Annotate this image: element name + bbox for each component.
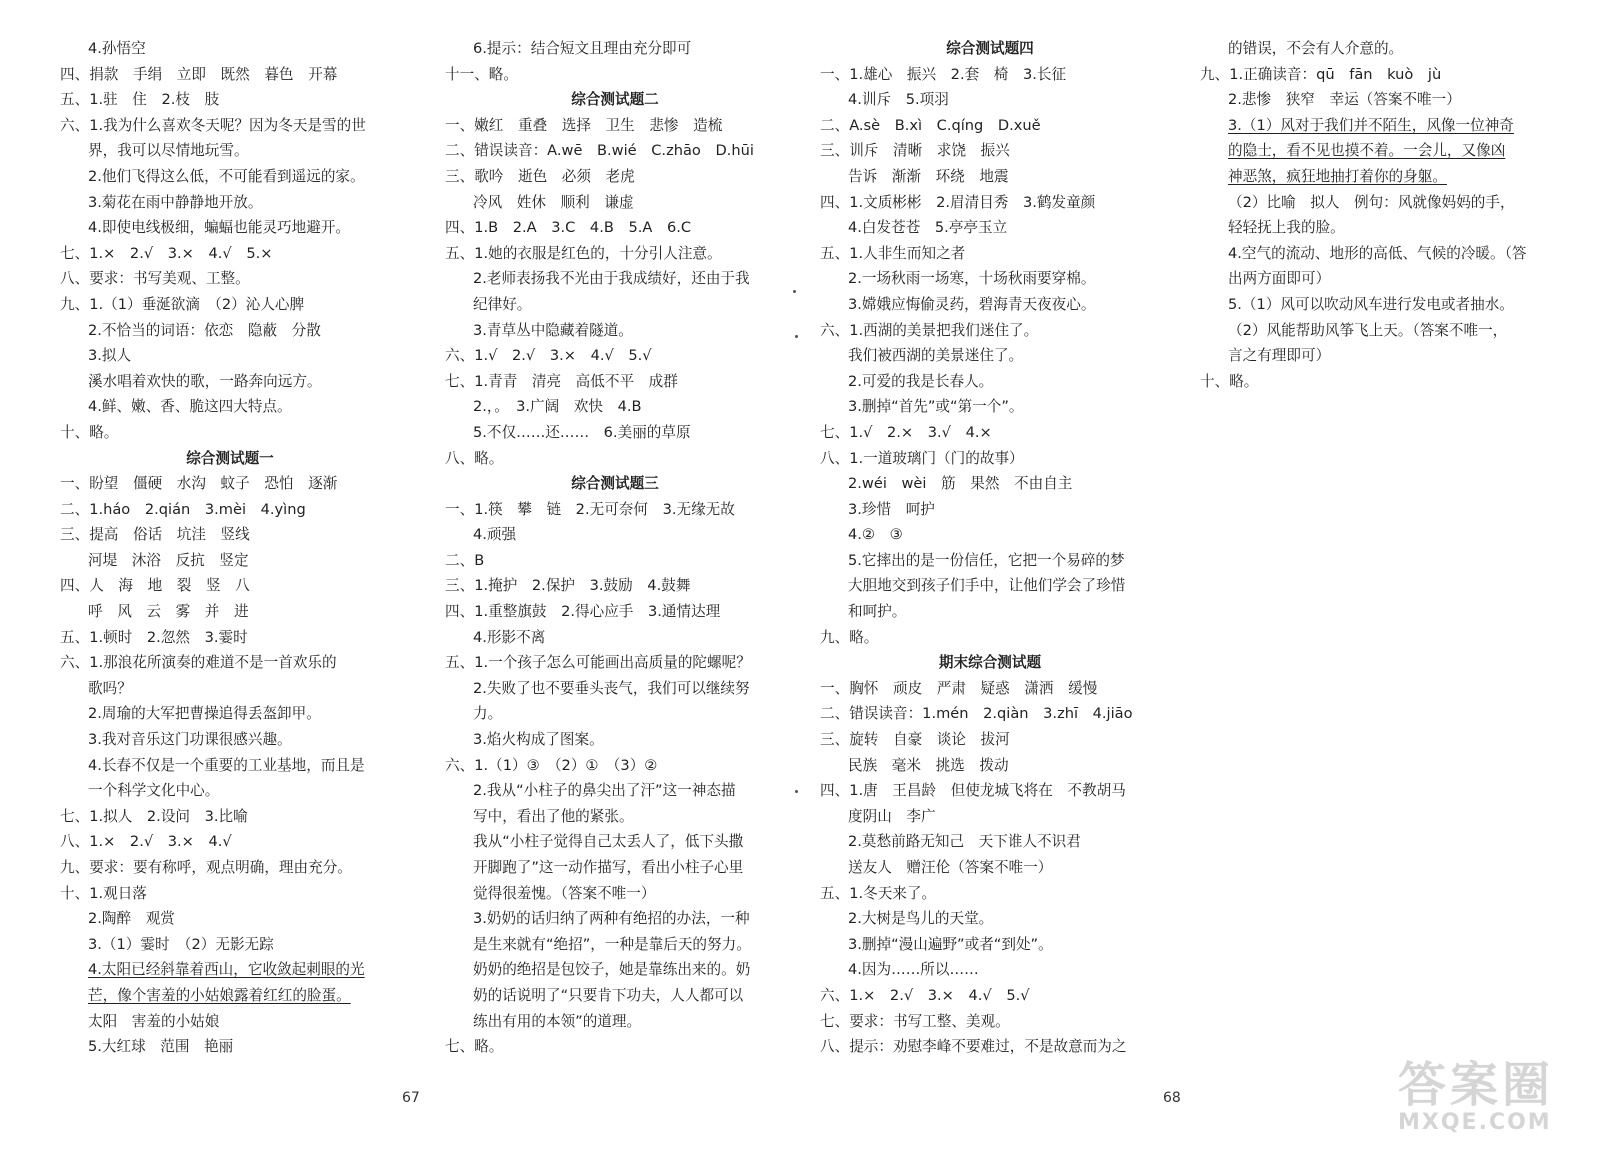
answer-line: 二、A.sè B.xì C.qíng D.xuě [820,116,1041,134]
answer-line: 七、要求：书写工整、美观。 [820,1012,1010,1030]
answer-line: 4.鲜、嫩、香、脆这四大特点。 [88,398,292,416]
answer-line: 2.，。 3.广阔 欢快 4.B [473,398,642,416]
answer-line: 力。 [473,705,503,723]
answer-line: 写中，看出了他的紧张。 [473,807,634,825]
answer-line: 奶的话说明了“只要肯下功夫，人人都可以 [473,986,744,1004]
answer-line: 3.嫦娥应悔偷灵药，碧海青天夜夜心。 [848,295,1096,313]
answer-line: 冷风 姓休 顺利 谦虚 [473,193,634,211]
answer-line: 五、1.人非生而知之者 [820,244,966,262]
underlined-sentence: 4.太阳已经斜靠着西山，它收敛起刺眼的光 [88,961,365,979]
scan-speck [795,790,798,793]
answer-line: 溪水唱着欢快的歌，一路奔向远方。 [88,372,322,390]
answer-line: 2.不恰当的词语：依恋 隐蔽 分散 [88,321,321,339]
answer-line: 4.空气的流动、地形的高低、气候的冷暖。（答 [1228,244,1527,262]
underlined-sentence: 芒，像个害羞的小姑娘露着红红的脸蛋。 [88,986,351,1004]
watermark-url: MXQE.COM [1398,1110,1552,1135]
answer-line: 六、1.我为什么喜欢冬天呢？因为冬天是雪的世 [60,116,366,134]
answer-line: 大胆地交到孩子们手中，让他们学会了珍惜 [848,577,1126,595]
answer-column-3 [820,36,1160,1060]
answer-line: 七、1.× 2.√ 3.× 4.√ 5.× [60,244,273,262]
answer-line: 告诉 渐渐 环绕 地震 [848,167,1009,185]
answer-line [60,983,400,1009]
answer-line: 三、训斥 清晰 求饶 振兴 [820,142,1010,160]
answer-line: 九、1.正确读音：qū fān kuò jù [1200,65,1442,83]
answer-line: 4.即使电线极细，蝙蝠也能灵巧地避开。 [88,219,351,237]
answer-line: 五、1.驻 住 2.枝 肢 [60,91,220,109]
answer-line: 五、1.冬天来了。 [820,884,937,902]
watermark-text: 答案圈 [1398,1057,1555,1113]
answer-line: 六、1.那浪花所演奏的难道不是一首欢乐的 [60,654,337,672]
answer-line: 2.我从“小柱子的鼻尖出了汗”这一神态描 [473,782,736,800]
answer-line: 一、1.筷 攀 链 2.无可奈何 3.无缘无故 [445,500,735,518]
answer-line: 一个科学文化中心。 [88,782,220,800]
answer-line: 四、1.重整旗鼓 2.得心应手 3.通情达理 [445,603,721,621]
answer-line: 十、略。 [1200,372,1259,390]
answer-line: 言之有理即可） [1228,347,1331,365]
answer-line: 五、1.一个孩子怎么可能画出高质量的陀螺呢？ [445,654,751,672]
answer-line: 奶奶的绝招是包饺子，她是靠练出来的。奶 [473,961,751,979]
answer-line: 八、1.一道玻璃门（门的故事） [820,449,1024,467]
answer-line: 二、错误读音：1.mén 2.qiàn 3.zhī 4.jiāo [820,705,1133,723]
answer-line: 一、盼望 僵硬 水沟 蚊子 恐怕 逐渐 [60,475,338,493]
answer-line: 2.大树是鸟儿的天堂。 [848,910,994,928]
answer-line: 五、1.顿时 2.忽然 3.霎时 [60,628,248,646]
answer-line: 2.可爱的我是长春人。 [848,372,994,390]
section-heading: 综合测试题二 [571,91,659,109]
answer-line: 四、1.B 2.A 3.C 4.B 5.A 6.C [445,219,692,237]
answer-line: 2.周瑜的大军把曹操追得丢盔卸甲。 [88,705,321,723]
section-heading: 综合测试题三 [571,475,659,493]
answer-line: 3.删掉“漫山遍野”或者“到处”。 [848,935,1053,953]
page-number-right: 68 [1163,1090,1181,1106]
answer-column-1 [60,36,400,1060]
answer-line: 送友人 赠汪伦（答案不唯一） [848,859,1053,876]
answer-line: 我从“小柱子觉得自己太丢人了，低下头撒 [473,833,744,851]
answer-line: 三、提高 俗话 坑洼 竖线 [60,526,250,544]
answer-line: 3.珍惜 呵护 [848,500,935,518]
answer-line: 3.奶奶的话归纳了两种有绝招的办法，一种 [473,910,750,928]
answer-line [1200,113,1540,139]
answer-line: 七、1.√ 2.× 3.√ 4.× [820,423,992,441]
answer-line: 度阴山 李广 [848,807,936,825]
answer-line: 轻轻抚上我的脸。 [1228,219,1345,237]
answer-line: 4.白发苍苍 5.亭亭玉立 [848,219,1008,237]
answer-line: 七、略。 [445,1038,504,1056]
underlined-sentence: 3.（1）风对于我们并不陌生，风像一位神奇 [1228,116,1514,134]
answer-line: 2.悲惨 狭窄 幸运（答案不唯一） [1228,91,1461,109]
answer-line: 八、要求：书写美观、工整。 [60,270,250,288]
answer-line: 4.长春不仅是一个重要的工业基地，而且是 [88,756,365,774]
answer-line: 练出有用的本领”的道理。 [473,1012,642,1030]
answer-line: 四、1.文质彬彬 2.眉清目秀 3.鹤发童颜 [820,193,1096,211]
answer-line: 觉得很羞愧。（答案不唯一） [473,884,656,902]
answer-line: 5.大红球 范围 艳丽 [88,1038,234,1056]
answer-line: 界，我可以尽情地玩雪。 [88,142,249,160]
answer-line: 三、1.掩护 2.保护 3.鼓励 4.鼓舞 [445,577,691,595]
answer-line: （2）比喻 拟人 例句：风就像妈妈的手， [1228,193,1515,211]
answer-line: 四、捐款 手绢 立即 既然 暮色 开幕 [60,65,338,83]
answer-line: 八、提示：劝慰李峰不要难过，不是故意而为之 [820,1038,1127,1056]
answer-line: 4.形影不离 [473,628,546,646]
answer-line: 七、1.拟人 2.设问 3.比喻 [60,807,248,825]
answer-line: 纪律好。 [473,295,532,313]
answer-line: 3.删掉“首先”或“第一个”。 [848,398,1024,416]
answer-line: 5.不仅……还…… 6.美丽的草原 [473,423,691,441]
answer-line: 2.失败了也不要垂头丧气，我们可以继续努 [473,679,750,697]
answer-line: 九、要求：要有称呼，观点明确，理由充分。 [60,859,352,876]
answer-line: 3.焰火构成了图案。 [473,731,604,749]
answer-line: 一、嫩红 重叠 选择 卫生 悲惨 造梳 [445,116,723,134]
answer-line: 十、略。 [60,423,119,441]
answer-line: 六、1.（1）③ （2）① （3）② [445,756,658,774]
answer-line: 一、胸怀 顽皮 严肃 疑惑 潇洒 缓慢 [820,679,1098,697]
answer-line: 四、1.唐 王昌龄 但使龙城飞将在 不教胡马 [820,782,1126,800]
answer-line: 太阳 害羞的小姑娘 [88,1012,220,1030]
answer-line: 2.wéi wèi 筋 果然 不由自主 [848,475,1073,493]
answer-line: 4.孙悟空 [88,40,146,57]
answer-line [1200,138,1540,164]
scan-speck [793,290,796,293]
answer-line: 出两方面即可） [1228,270,1331,288]
answer-line: 2.老师表扬我不光由于我成绩好，还由于我 [473,270,750,288]
answer-column-4 [1200,36,1540,394]
answer-line: 开脚跑了”这一动作描写，看出小柱子心里 [473,859,744,876]
answer-line: 3.（1）霎时 （2）无影无踪 [88,935,274,953]
answer-line: 九、1.（1）垂涎欲滴 （2）沁人心脾 [60,295,305,313]
answer-line: 九、略。 [820,628,879,646]
answer-line: 是生来就有“绝招”，一种是靠后天的努力。 [473,935,751,953]
answer-line: 4.因为……所以…… [848,961,979,979]
answer-line: 四、人 海 地 裂 竖 八 [60,577,250,595]
answer-line: 一、1.雄心 振兴 2.套 椅 3.长征 [820,65,1067,83]
answer-line: 3.菊花在雨中静静地开放。 [88,193,263,211]
answer-line: 2.他们飞得这么低，不可能看到遥远的家。 [88,167,365,185]
scan-speck [795,335,798,338]
answer-line: 我们被西湖的美景迷住了。 [848,347,1024,365]
answer-line: （2）风能帮助风筝飞上天。（答案不唯一， [1228,321,1508,339]
answer-line: 十一、略。 [445,65,518,83]
answer-line: 歌吗？ [88,679,132,697]
answer-line: 二、错误读音：A.wē B.wié C.zhāo D.hūi [445,142,754,160]
page-number-left: 67 [402,1090,420,1106]
answer-line: 6.提示：结合短文且理由充分即可 [473,40,692,57]
answer-line [1200,164,1540,190]
answer-line: 2.陶醉 观赏 [88,910,175,928]
answer-line: 六、1.× 2.√ 3.× 4.√ 5.√ [820,986,1030,1004]
answer-line: 2.一场秋雨一场寒，十场秋雨要穿棉。 [848,270,1096,288]
answer-line: 六、1.西湖的美景把我们迷住了。 [820,321,1039,339]
answer-line: 二、1.háo 2.qián 3.mèi 4.yìng [60,500,306,518]
answer-line: 河堤 沐浴 反抗 竖定 [88,551,249,569]
watermark-logo [1398,1057,1558,1140]
answer-line: 二、B [445,551,485,569]
answer-column-2 [445,36,785,1060]
answer-line [60,957,400,983]
answer-line: 和呵护。 [848,603,907,621]
answer-line: 2.莫愁前路无知己 天下谁人不识君 [848,833,1081,851]
answer-line: 三、歌吟 逝色 必须 老虎 [445,167,635,185]
underlined-sentence: 神恶煞，疯狂地抽打着你的身躯。 [1228,167,1447,185]
answer-line: 三、旋转 自豪 谈论 拔河 [820,731,1010,749]
section-heading: 综合测试题一 [186,449,274,467]
answer-line: 5.（1）风可以吹动风车进行发电或者抽水。 [1228,295,1514,313]
answer-line: 八、略。 [445,449,504,467]
answer-line: 民族 毫米 挑选 拨动 [848,756,1009,774]
answer-line: 3.我对音乐这门功课很感兴趣。 [88,731,292,749]
answer-line: 4.顽强 [473,526,517,544]
answer-line: 十、1.观日落 [60,884,147,902]
answer-line: 七、1.青青 清亮 高低不平 成群 [445,372,678,390]
answer-line: 5.它摔出的是一份信任，它把一个易碎的梦 [848,551,1125,569]
underlined-sentence: 的隐士，看不见也摸不着。一会儿，又像凶 [1228,142,1506,160]
answer-line: 3.青草丛中隐藏着隧道。 [473,321,633,339]
answer-line: 五、1.她的衣服是红色的，十分引人注意。 [445,244,722,262]
answer-line: 六、1.√ 2.√ 3.× 4.√ 5.√ [445,347,652,365]
section-heading: 综合测试题四 [946,40,1034,57]
answer-line: 的错误，不会有人介意的。 [1228,40,1404,57]
answer-line: 4.② ③ [848,526,903,544]
answer-line: 呼 风 云 雾 并 进 [88,603,249,621]
section-heading: 期末综合测试题 [938,654,1042,672]
answer-line: 3.拟人 [88,347,132,365]
answer-line: 4.训斥 5.项羽 [848,91,949,109]
answer-line: 八、1.× 2.√ 3.× 4.√ [60,833,232,851]
